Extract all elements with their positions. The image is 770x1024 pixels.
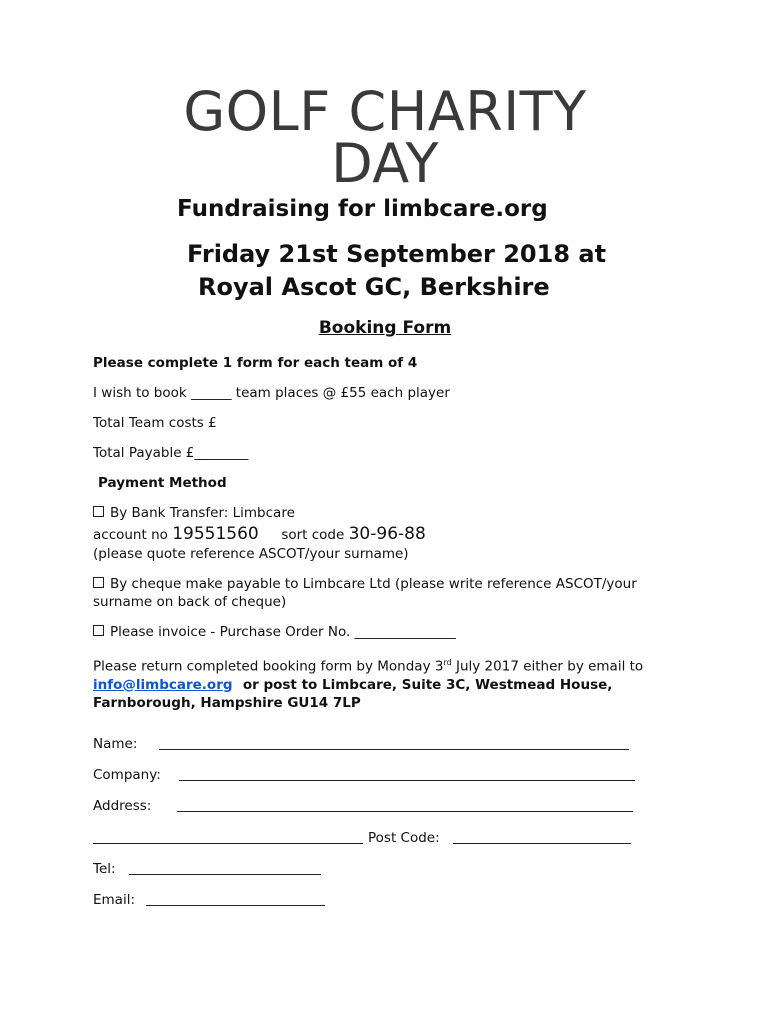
payment-method-heading: Payment Method: [98, 475, 227, 491]
address-field-line2[interactable]: [93, 831, 363, 844]
team-instruction: Please complete 1 form for each team of 4: [93, 355, 418, 371]
name-label: Name:: [93, 736, 138, 752]
address-field[interactable]: [177, 799, 633, 812]
cheque-label: By cheque make payable to Limbcare Ltd (please write reference ASCOT/your surname on back of cheque): [93, 576, 637, 610]
email-link[interactable]: info@limbcare.org: [93, 676, 233, 693]
team-places-suffix: team places @ £55 each player: [235, 385, 450, 401]
team-places-blank[interactable]: ______: [191, 385, 232, 401]
return-prefix: Please return completed booking form by Monday 3: [93, 658, 444, 675]
tel-label: Tel:: [93, 861, 116, 877]
email-field[interactable]: [146, 893, 325, 906]
company-label: Company:: [93, 767, 161, 783]
booking-form-heading: Booking Form: [318, 318, 452, 338]
account-label: account no: [93, 527, 168, 543]
name-field[interactable]: [159, 737, 629, 750]
invoice-option[interactable]: [93, 624, 456, 640]
event-venue-line: Royal Ascot GC, Berkshire: [198, 273, 550, 301]
postcode-label: Post Code:: [368, 830, 440, 846]
cheque-option[interactable]: [93, 575, 683, 611]
bank-details-line: [93, 524, 426, 544]
address-label: Address:: [93, 798, 152, 814]
bank-transfer-label: By Bank Transfer: Limbcare: [110, 505, 295, 521]
account-number: 19551560: [172, 524, 259, 544]
team-places-prefix: I wish to book: [93, 385, 187, 401]
cheque-checkbox[interactable]: [93, 577, 104, 588]
return-suffix: July 2017 either by email to: [451, 658, 644, 675]
tel-field[interactable]: [129, 862, 321, 875]
sort-code-value: 30-96-88: [348, 524, 426, 544]
company-field[interactable]: [179, 768, 635, 781]
invoice-checkbox[interactable]: [93, 625, 104, 636]
postcode-field[interactable]: [453, 831, 631, 844]
fundraising-subtitle: Fundraising for limbcare.org: [177, 196, 548, 222]
bank-transfer-option[interactable]: [93, 505, 295, 521]
reference-note: (please quote reference ASCOT/your surname): [93, 546, 409, 562]
return-date-suffix: rd: [443, 658, 452, 667]
event-title-line2: DAY: [331, 132, 439, 195]
bank-transfer-checkbox[interactable]: [93, 506, 104, 517]
event-date-line: Friday 21st September 2018 at: [187, 240, 607, 268]
team-places-line: [93, 385, 450, 401]
total-team-costs: Total Team costs £: [93, 415, 217, 431]
invoice-label: Please invoice - Purchase Order No. _______________: [110, 624, 456, 640]
postal-address: or post to Limbcare, Suite 3C, Westmead House, Farnborough, Hampshire GU14 7LP: [93, 676, 613, 711]
return-instructions: [93, 654, 683, 712]
email-label: Email:: [93, 892, 136, 908]
event-title-line1: GOLF CHARITY: [183, 80, 587, 143]
total-payable[interactable]: Total Payable £________: [93, 445, 249, 461]
sort-code-label: sort code: [281, 527, 345, 543]
